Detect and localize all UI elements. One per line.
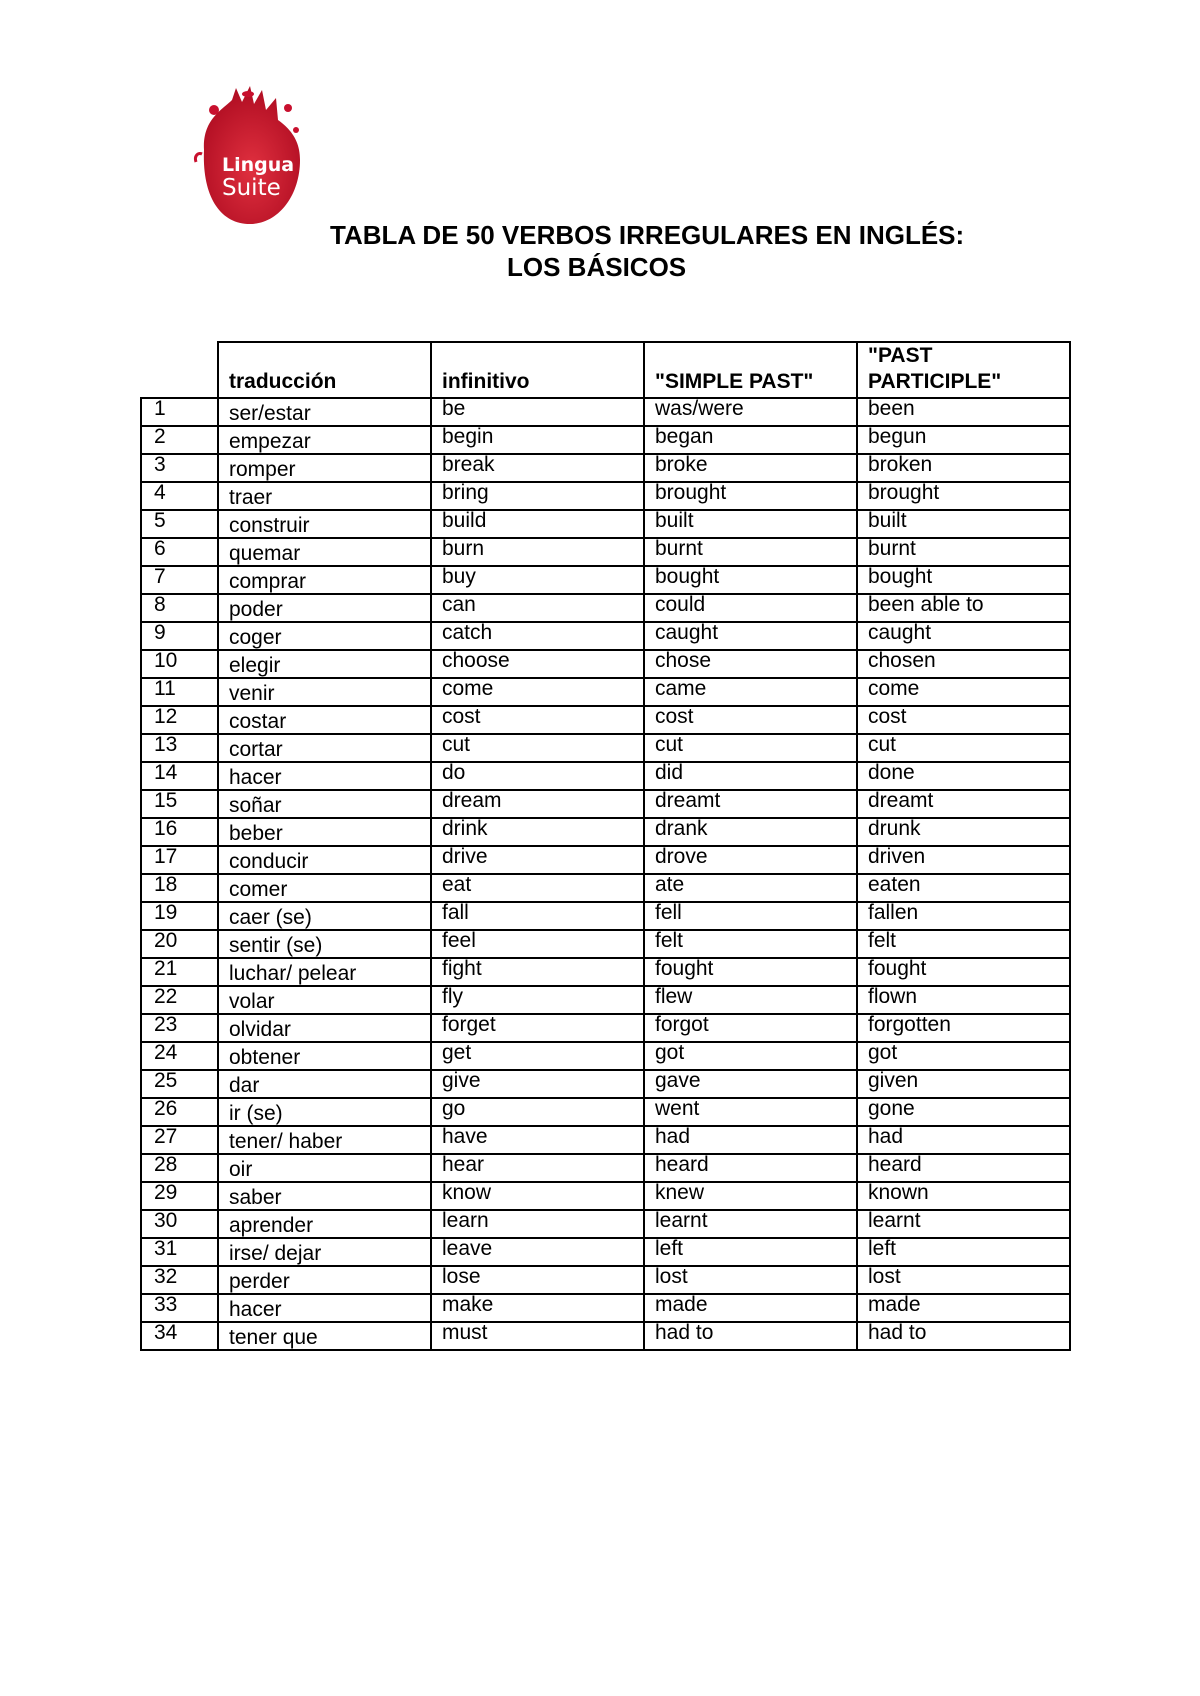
row-number: 1 [141,398,218,426]
infinitive-cell: fight [431,958,644,986]
translation-cell: quemar [218,538,431,566]
translation-cell: ser/estar [218,398,431,426]
translation-cell: luchar/ pelear [218,958,431,986]
logo-line-2: Suite [222,175,281,201]
infinitive-cell: feel [431,930,644,958]
past-participle-cell: had to [857,1322,1070,1350]
row-number: 17 [141,846,218,874]
infinitive-cell: buy [431,566,644,594]
header-past-participle: "PAST PARTICIPLE" [857,342,1070,398]
past-participle-cell: caught [857,622,1070,650]
simple-past-cell: did [644,762,857,790]
infinitive-cell: begin [431,426,644,454]
table-row [141,650,1070,678]
table-row [141,1154,1070,1182]
simple-past-cell: had [644,1126,857,1154]
translation-cell: coger [218,622,431,650]
past-participle-cell: broken [857,454,1070,482]
table-row [141,1126,1070,1154]
infinitive-cell: fall [431,902,644,930]
table-header-row [141,342,1070,398]
past-participle-cell: been [857,398,1070,426]
translation-cell: obtener [218,1042,431,1070]
table-row [141,1182,1070,1210]
simple-past-cell: felt [644,930,857,958]
infinitive-cell: can [431,594,644,622]
infinitive-cell: get [431,1042,644,1070]
table-row [141,1322,1070,1350]
translation-cell: saber [218,1182,431,1210]
past-participle-cell: fought [857,958,1070,986]
translation-cell: aprender [218,1210,431,1238]
row-number: 12 [141,706,218,734]
simple-past-cell: went [644,1098,857,1126]
table-row [141,790,1070,818]
row-number: 20 [141,930,218,958]
translation-cell: caer (se) [218,902,431,930]
translation-cell: tener que [218,1322,431,1350]
past-participle-cell: cut [857,734,1070,762]
table-row [141,902,1070,930]
row-number: 3 [141,454,218,482]
translation-cell: elegir [218,650,431,678]
header-simple-past: "SIMPLE PAST" [644,342,857,398]
table-row [141,678,1070,706]
table-body [141,398,1070,1350]
simple-past-cell: dreamt [644,790,857,818]
row-number: 2 [141,426,218,454]
translation-cell: olvidar [218,1014,431,1042]
row-number: 9 [141,622,218,650]
simple-past-cell: lost [644,1266,857,1294]
table-row [141,734,1070,762]
infinitive-cell: leave [431,1238,644,1266]
row-number: 8 [141,594,218,622]
row-number: 14 [141,762,218,790]
infinitive-cell: break [431,454,644,482]
table-row [141,1098,1070,1126]
row-number: 19 [141,902,218,930]
table-row [141,1294,1070,1322]
simple-past-cell: fell [644,902,857,930]
simple-past-cell: fought [644,958,857,986]
row-number: 33 [141,1294,218,1322]
past-participle-cell: had [857,1126,1070,1154]
simple-past-cell: could [644,594,857,622]
simple-past-cell: drove [644,846,857,874]
page-subtitle: LOS BÁSICOS [507,252,687,282]
table-row [141,986,1070,1014]
translation-cell: costar [218,706,431,734]
past-participle-cell: bought [857,566,1070,594]
table-row [141,1210,1070,1238]
translation-cell: cortar [218,734,431,762]
simple-past-cell: caught [644,622,857,650]
translation-cell: beber [218,818,431,846]
row-number: 6 [141,538,218,566]
simple-past-cell: chose [644,650,857,678]
translation-cell: empezar [218,426,431,454]
row-number: 15 [141,790,218,818]
past-participle-cell: driven [857,846,1070,874]
past-participle-cell: lost [857,1266,1070,1294]
table-row [141,482,1070,510]
infinitive-cell: know [431,1182,644,1210]
simple-past-cell: cut [644,734,857,762]
simple-past-cell: forgot [644,1014,857,1042]
row-number: 25 [141,1070,218,1098]
table-row [141,706,1070,734]
row-number: 13 [141,734,218,762]
simple-past-cell: had to [644,1322,857,1350]
infinitive-cell: go [431,1098,644,1126]
translation-cell: poder [218,594,431,622]
past-participle-cell: known [857,1182,1070,1210]
past-participle-cell: brought [857,482,1070,510]
past-participle-cell: done [857,762,1070,790]
infinitive-cell: drink [431,818,644,846]
infinitive-cell: have [431,1126,644,1154]
infinitive-cell: choose [431,650,644,678]
simple-past-cell: burnt [644,538,857,566]
infinitive-cell: must [431,1322,644,1350]
row-number: 31 [141,1238,218,1266]
past-participle-cell: cost [857,706,1070,734]
header-number-cell [141,342,218,398]
infinitive-cell: hear [431,1154,644,1182]
infinitive-cell: come [431,678,644,706]
past-participle-cell: been able to [857,594,1070,622]
table-row [141,1014,1070,1042]
translation-cell: hacer [218,762,431,790]
infinitive-cell: be [431,398,644,426]
row-number: 11 [141,678,218,706]
infinitive-cell: lose [431,1266,644,1294]
table-row [141,1266,1070,1294]
row-number: 30 [141,1210,218,1238]
past-participle-cell: forgotten [857,1014,1070,1042]
simple-past-cell: made [644,1294,857,1322]
infinitive-cell: cost [431,706,644,734]
table-row [141,594,1070,622]
row-number: 24 [141,1042,218,1070]
translation-cell: soñar [218,790,431,818]
past-participle-cell: built [857,510,1070,538]
table-row [141,1042,1070,1070]
row-number: 16 [141,818,218,846]
row-number: 23 [141,1014,218,1042]
simple-past-cell: began [644,426,857,454]
simple-past-cell: got [644,1042,857,1070]
table-row [141,622,1070,650]
past-participle-cell: chosen [857,650,1070,678]
past-participle-cell: given [857,1070,1070,1098]
past-participle-cell: learnt [857,1210,1070,1238]
row-number: 29 [141,1182,218,1210]
translation-cell: comer [218,874,431,902]
infinitive-cell: learn [431,1210,644,1238]
table-row [141,930,1070,958]
row-number: 22 [141,986,218,1014]
simple-past-cell: learnt [644,1210,857,1238]
table-row [141,958,1070,986]
translation-cell: dar [218,1070,431,1098]
simple-past-cell: drank [644,818,857,846]
past-participle-cell: burnt [857,538,1070,566]
infinitive-cell: cut [431,734,644,762]
row-number: 32 [141,1266,218,1294]
simple-past-cell: cost [644,706,857,734]
infinitive-cell: fly [431,986,644,1014]
table-row [141,846,1070,874]
row-number: 27 [141,1126,218,1154]
past-participle-cell: dreamt [857,790,1070,818]
infinitive-cell: give [431,1070,644,1098]
infinitive-cell: burn [431,538,644,566]
translation-cell: venir [218,678,431,706]
simple-past-cell: gave [644,1070,857,1098]
past-participle-cell: eaten [857,874,1070,902]
translation-cell: volar [218,986,431,1014]
header-translation: traducción [218,342,431,398]
past-participle-cell: left [857,1238,1070,1266]
simple-past-cell: knew [644,1182,857,1210]
past-participle-cell: begun [857,426,1070,454]
translation-cell: tener/ haber [218,1126,431,1154]
simple-past-cell: built [644,510,857,538]
infinitive-cell: bring [431,482,644,510]
row-number: 18 [141,874,218,902]
simple-past-cell: bought [644,566,857,594]
table-row [141,874,1070,902]
row-number: 7 [141,566,218,594]
row-number: 10 [141,650,218,678]
translation-cell: traer [218,482,431,510]
header-infinitive: infinitivo [431,342,644,398]
infinitive-cell: eat [431,874,644,902]
table-row [141,1070,1070,1098]
page-title: TABLA DE 50 VERBOS IRREGULARES EN INGLÉS: [330,220,965,250]
logo-line-1: Lingua [222,154,295,176]
infinitive-cell: build [431,510,644,538]
table-row [141,398,1070,426]
infinitive-cell: dream [431,790,644,818]
past-participle-cell: made [857,1294,1070,1322]
translation-cell: irse/ dejar [218,1238,431,1266]
row-number: 26 [141,1098,218,1126]
table-row [141,566,1070,594]
table-row [141,426,1070,454]
past-participle-cell: flown [857,986,1070,1014]
table-row [141,510,1070,538]
infinitive-cell: make [431,1294,644,1322]
row-number: 21 [141,958,218,986]
infinitive-cell: forget [431,1014,644,1042]
simple-past-cell: broke [644,454,857,482]
simple-past-cell: heard [644,1154,857,1182]
simple-past-cell: brought [644,482,857,510]
past-participle-cell: come [857,678,1070,706]
translation-cell: sentir (se) [218,930,431,958]
past-participle-cell: got [857,1042,1070,1070]
simple-past-cell: flew [644,986,857,1014]
translation-cell: perder [218,1266,431,1294]
infinitive-cell: do [431,762,644,790]
row-number: 28 [141,1154,218,1182]
table-row [141,762,1070,790]
simple-past-cell: ate [644,874,857,902]
simple-past-cell: was/were [644,398,857,426]
simple-past-cell: came [644,678,857,706]
simple-past-cell: left [644,1238,857,1266]
past-participle-cell: felt [857,930,1070,958]
translation-cell: romper [218,454,431,482]
row-number: 4 [141,482,218,510]
table-row [141,538,1070,566]
translation-cell: construir [218,510,431,538]
past-participle-cell: heard [857,1154,1070,1182]
irregular-verbs-table [140,341,1071,1351]
table-row [141,818,1070,846]
translation-cell: conducir [218,846,431,874]
row-number: 34 [141,1322,218,1350]
past-participle-cell: fallen [857,902,1070,930]
infinitive-cell: catch [431,622,644,650]
row-number: 5 [141,510,218,538]
past-participle-cell: drunk [857,818,1070,846]
table-row [141,1238,1070,1266]
table-row [141,454,1070,482]
past-participle-cell: gone [857,1098,1070,1126]
translation-cell: ir (se) [218,1098,431,1126]
translation-cell: oir [218,1154,431,1182]
translation-cell: comprar [218,566,431,594]
translation-cell: hacer [218,1294,431,1322]
infinitive-cell: drive [431,846,644,874]
